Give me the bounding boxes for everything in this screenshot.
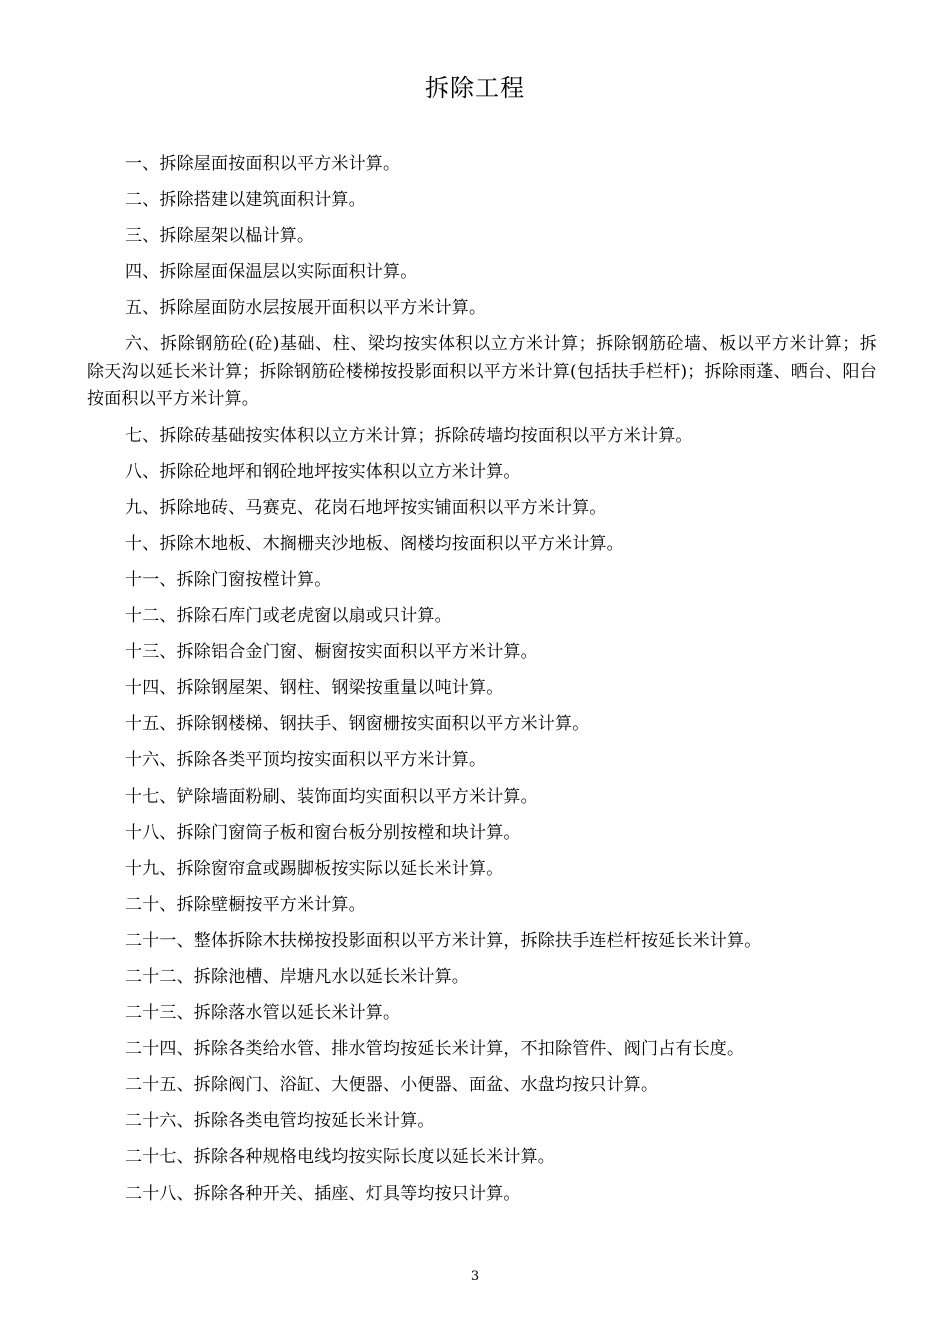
paragraph-17: 十七、铲除墙面粉刷、装饰面均实面积以平方米计算。	[125, 786, 538, 807]
paragraph-27: 二十七、拆除各种规格电线均按实际长度以延长米计算。	[125, 1147, 555, 1168]
document-body	[87, 151, 877, 1217]
paragraph-21: 二十一、整体拆除木扶梯按投影面积以平方米计算，拆除扶手连栏杆按延长米计算。	[125, 930, 762, 951]
paragraph-11: 十一、拆除门窗按樘计算。	[125, 569, 332, 590]
paragraph-12: 十二、拆除石库门或老虎窗以扇或只计算。	[125, 606, 452, 627]
paragraph-15: 十五、拆除钢楼梯、钢扶手、钢窗栅按实面积以平方米计算。	[125, 714, 590, 735]
paragraph-14: 十四、拆除钢屋架、钢柱、钢梁按重量以吨计算。	[125, 678, 504, 699]
paragraph-4: 四、拆除屋面保温层以实际面积计算。	[125, 262, 418, 283]
paragraph-7: 七、拆除砖基础按实体积以立方米计算；拆除砖墙均按面积以平方米计算。	[125, 425, 693, 446]
paragraph-10: 十、拆除木地板、木搁栅夹沙地板、阁楼均按面积以平方米计算。	[125, 533, 624, 554]
paragraph-26: 二十六、拆除各类电管均按延长米计算。	[125, 1111, 435, 1132]
paragraph-23: 二十三、拆除落水管以延长米计算。	[125, 1003, 401, 1024]
paragraph-3: 三、拆除屋架以榀计算。	[125, 226, 315, 247]
paragraph-18: 十八、拆除门窗筒子板和窗台板分别按樘和块计算。	[125, 822, 521, 843]
paragraph-13: 十三、拆除铝合金门窗、橱窗按实面积以平方米计算。	[125, 642, 538, 663]
paragraph-22: 二十二、拆除池槽、岸塘凡水以延长米计算。	[125, 966, 469, 987]
paragraph-6: 六、拆除钢筋砼(砼)基础、柱、梁均按实体积以立方米计算；拆除钢筋砼墙、板以平方米计算；拆除天沟以延长米计算；拆除钢筋砼楼梯按投影面积以平方米计算(包括扶手栏杆)；拆除雨蓬、晒台、阳台按面积以平方米计算。	[87, 334, 877, 410]
paragraph-24: 二十四、拆除各类给水管、排水管均按延长米计算，不扣除管件、阀门占有长度。	[125, 1039, 745, 1060]
paragraph-25: 二十五、拆除阀门、浴缸、大便器、小便器、面盆、水盘均按只计算。	[125, 1075, 659, 1096]
paragraph-8: 八、拆除砼地坪和钢砼地坪按实体积以立方米计算。	[125, 461, 521, 482]
paragraph-28: 二十八、拆除各种开关、插座、灯具等均按只计算。	[125, 1183, 521, 1204]
page-number: 3	[470, 1269, 480, 1284]
paragraph-2: 二、拆除搭建以建筑面积计算。	[125, 190, 366, 211]
paragraph-19: 十九、拆除窗帘盒或踢脚板按实际以延长米计算。	[125, 858, 504, 879]
paragraph-20: 二十、拆除壁橱按平方米计算。	[125, 894, 366, 915]
page-title: 拆除工程	[425, 74, 525, 102]
paragraph-16: 十六、拆除各类平顶均按实面积以平方米计算。	[125, 750, 487, 771]
paragraph-5: 五、拆除屋面防水层按展开面积以平方米计算。	[125, 298, 487, 319]
paragraph-9: 九、拆除地砖、马赛克、花岗石地坪按实铺面积以平方米计算。	[125, 497, 607, 518]
paragraph-1: 一、拆除屋面按面积以平方米计算。	[125, 154, 401, 174]
